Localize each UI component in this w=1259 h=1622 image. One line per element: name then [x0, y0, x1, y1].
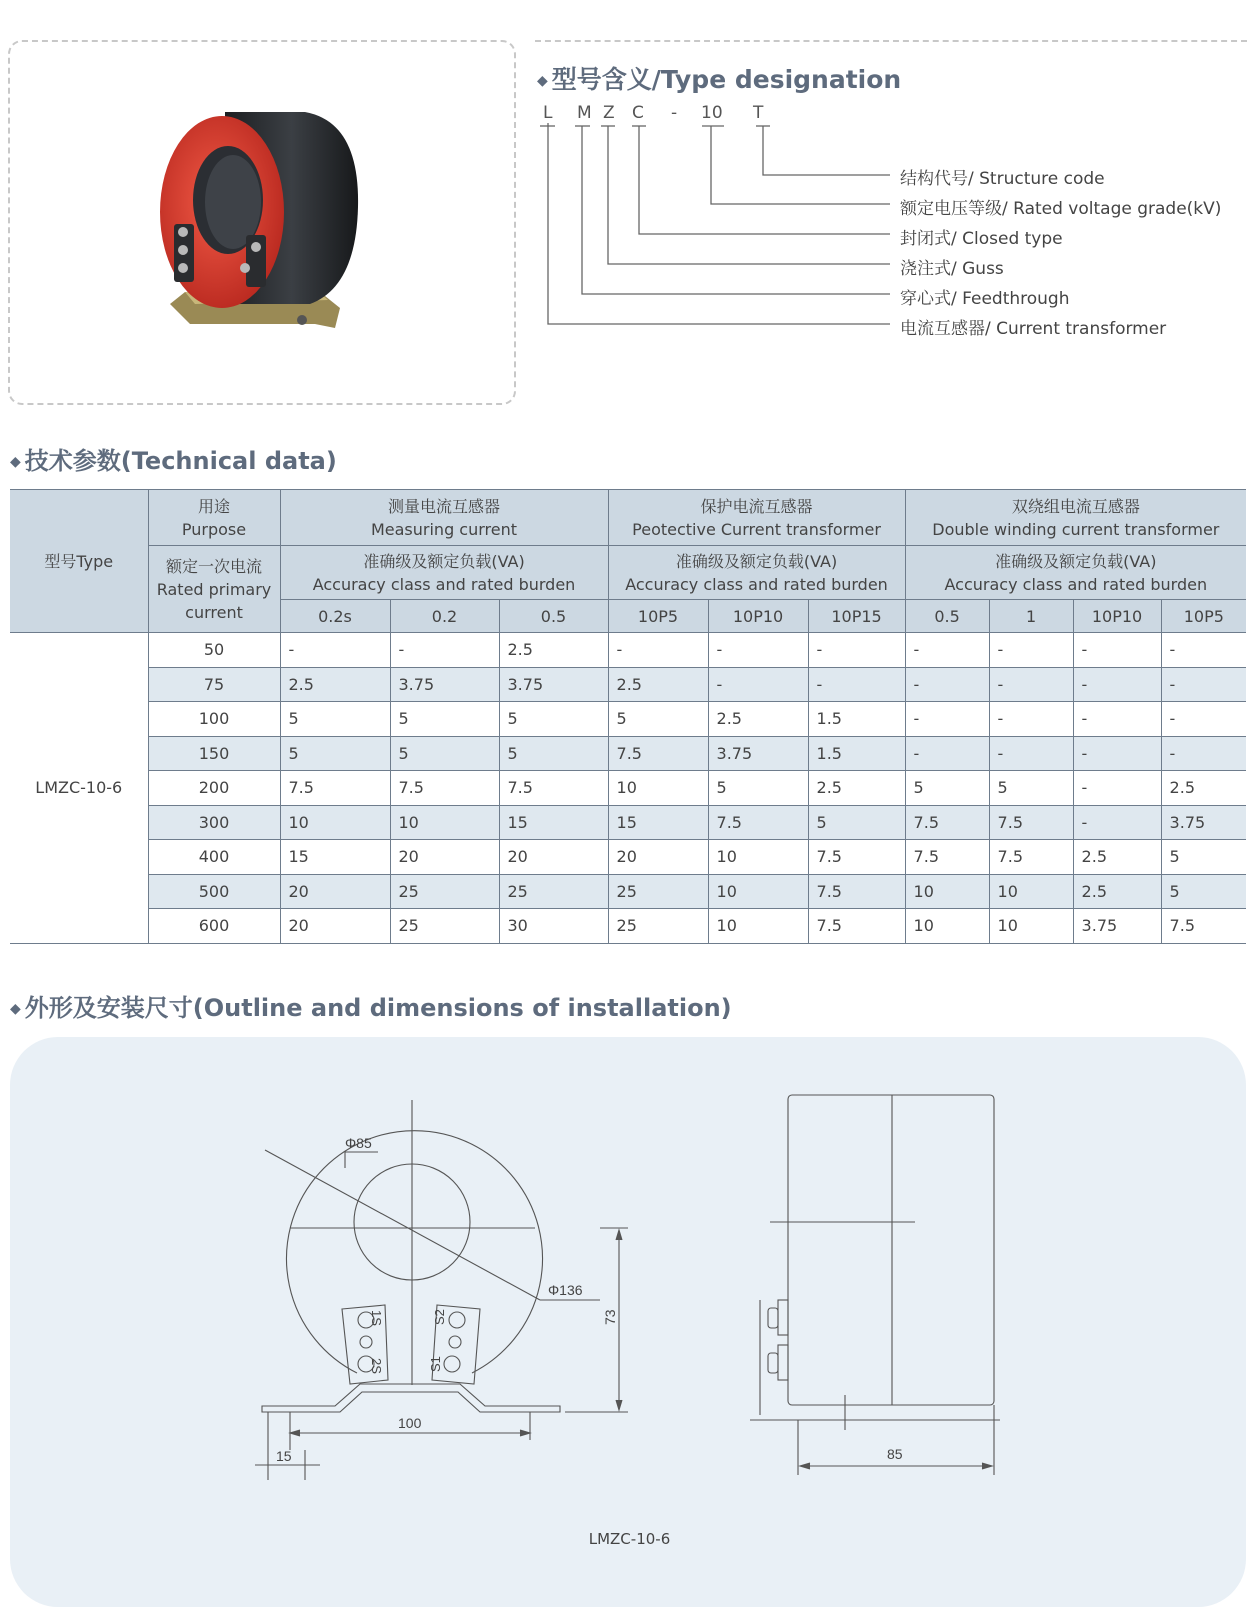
burden-value-cell: 7.5 [390, 771, 499, 806]
accuracy-class-header: 0.5 [905, 600, 989, 633]
burden-value-cell: 10 [708, 874, 808, 909]
burden-value-cell: 5 [708, 771, 808, 806]
burden-value-cell: 2.5 [1073, 874, 1161, 909]
burden-value-cell: - [905, 633, 989, 668]
burden-value-cell: 7.5 [280, 771, 390, 806]
burden-value-cell: 25 [390, 909, 499, 944]
accuracy-class-header: 10P5 [608, 600, 708, 633]
code-letter: - [671, 103, 678, 123]
burden-value-cell: 30 [499, 909, 608, 944]
burden-value-cell: 7.5 [808, 840, 905, 875]
burden-header: 准确级及额定负载(VA) Accuracy class and rated burden [280, 546, 608, 600]
burden-value-cell: 25 [608, 909, 708, 944]
burden-value-cell: - [1073, 805, 1161, 840]
rated-current-cell: 100 [148, 702, 280, 737]
burden-value-cell: 20 [280, 874, 390, 909]
burden-value-cell: 5 [280, 702, 390, 737]
burden-value-cell: 25 [608, 874, 708, 909]
accuracy-class-header: 0.5 [499, 600, 608, 633]
burden-value-cell: - [708, 633, 808, 668]
burden-value-cell: 15 [499, 805, 608, 840]
burden-value-cell: - [808, 633, 905, 668]
burden-value-cell: 10 [708, 840, 808, 875]
burden-value-cell: 10 [608, 771, 708, 806]
burden-value-cell: 1.5 [808, 736, 905, 771]
technical-data-heading: ◆ 技术参数(Technical data) [10, 447, 337, 475]
burden-value-cell: 20 [608, 840, 708, 875]
burden-value-cell: 7.5 [1161, 909, 1246, 944]
outline-heading: ◆ 外形及安装尺寸(Outline and dimensions of installation) [10, 994, 732, 1022]
designation-voltage-grade: 额定电压等级/ Rated voltage grade(kV) [900, 199, 1222, 219]
burden-value-cell: - [989, 736, 1073, 771]
rated-current-cell: 300 [148, 805, 280, 840]
designation-closed-type: 封闭式/ Closed type [900, 229, 1063, 249]
code-letter: Z [603, 103, 615, 123]
terminal-label-2s: 2S [369, 1358, 384, 1374]
burden-value-cell: - [280, 633, 390, 668]
burden-header: 准确级及额定负载(VA) Accuracy class and rated burden [905, 546, 1246, 600]
burden-value-cell: - [905, 702, 989, 737]
rated-current-cell: 75 [148, 667, 280, 702]
burden-value-cell: 3.75 [1161, 805, 1246, 840]
burden-value-cell: 5 [280, 736, 390, 771]
burden-value-cell: 20 [390, 840, 499, 875]
burden-value-cell: - [905, 736, 989, 771]
burden-value-cell: 5 [989, 771, 1073, 806]
dim-label-85: 85 [887, 1446, 903, 1462]
designation-heading: ◆ 型号含义/Type designation [537, 65, 902, 94]
burden-value-cell: 10 [905, 874, 989, 909]
burden-value-cell: 2.5 [280, 667, 390, 702]
burden-value-cell: - [989, 702, 1073, 737]
terminal-label-s2: S2 [432, 1309, 447, 1325]
burden-value-cell: 10 [905, 909, 989, 944]
burden-value-cell: - [808, 667, 905, 702]
measuring-group-header: 测量电流互感器 Measuring current [280, 490, 608, 546]
burden-value-cell: 7.5 [905, 805, 989, 840]
burden-value-cell: 3.75 [390, 667, 499, 702]
burden-value-cell: - [1073, 771, 1161, 806]
burden-value-cell: - [1161, 702, 1246, 737]
accuracy-class-header: 1 [989, 600, 1073, 633]
code-letter: L [543, 103, 553, 123]
burden-value-cell: 10 [708, 909, 808, 944]
burden-value-cell: - [1161, 736, 1246, 771]
drawing-caption: LMZC-10-6 [588, 1530, 671, 1548]
diamond-bullet-icon: ◆ [537, 73, 548, 89]
burden-value-cell: 20 [280, 909, 390, 944]
burden-value-cell: 7.5 [989, 805, 1073, 840]
burden-value-cell: 7.5 [608, 736, 708, 771]
burden-value-cell: - [390, 633, 499, 668]
accuracy-class-header: 0.2 [390, 600, 499, 633]
burden-value-cell: 15 [280, 840, 390, 875]
burden-value-cell: 3.75 [708, 736, 808, 771]
rated-current-header: 额定一次电流 Rated primary current [148, 546, 280, 633]
burden-value-cell: 2.5 [608, 667, 708, 702]
burden-value-cell: 5 [390, 702, 499, 737]
burden-value-cell: 2.5 [708, 702, 808, 737]
accuracy-class-header: 10P10 [708, 600, 808, 633]
diamond-bullet-icon: ◆ [10, 1001, 21, 1017]
burden-value-cell: 5 [390, 736, 499, 771]
burden-value-cell: 2.5 [808, 771, 905, 806]
burden-value-cell: - [1161, 667, 1246, 702]
accuracy-class-header: 10P15 [808, 600, 905, 633]
type-column-header: 型号Type [10, 490, 148, 633]
dim-label-73: 73 [602, 1309, 618, 1325]
burden-value-cell: - [1073, 702, 1161, 737]
type-cell: LMZC-10-6 [10, 633, 148, 944]
burden-value-cell: 7.5 [989, 840, 1073, 875]
purpose-header: 用途 Purpose [148, 490, 280, 546]
burden-value-cell: 5 [808, 805, 905, 840]
burden-value-cell: 7.5 [708, 805, 808, 840]
burden-value-cell: - [989, 633, 1073, 668]
burden-value-cell: 25 [499, 874, 608, 909]
burden-value-cell: 5 [1161, 840, 1246, 875]
accuracy-class-header: 0.2s [280, 600, 390, 633]
burden-value-cell: 2.5 [499, 633, 608, 668]
dim-label-d136: Φ136 [548, 1282, 583, 1298]
burden-value-cell: 1.5 [808, 702, 905, 737]
dim-label-d85: Φ85 [345, 1135, 372, 1151]
burden-value-cell: 5 [499, 702, 608, 737]
burden-header: 准确级及额定负载(VA) Accuracy class and rated burden [608, 546, 905, 600]
code-letter: T [753, 103, 764, 123]
burden-value-cell: 5 [608, 702, 708, 737]
burden-value-cell: 5 [1161, 874, 1246, 909]
burden-value-cell: - [1073, 736, 1161, 771]
burden-value-cell: 3.75 [1073, 909, 1161, 944]
dim-label-100: 100 [398, 1415, 422, 1431]
burden-value-cell: 7.5 [905, 840, 989, 875]
burden-value-cell: - [1073, 667, 1161, 702]
rated-current-cell: 400 [148, 840, 280, 875]
rated-current-cell: 600 [148, 909, 280, 944]
burden-value-cell: 7.5 [808, 874, 905, 909]
double-winding-group-header: 双绕组电流互感器 Double winding current transformer [905, 490, 1246, 546]
burden-value-cell: - [905, 667, 989, 702]
protective-group-header: 保护电流互感器 Peotective Current transformer [608, 490, 905, 546]
code-letter: M [577, 103, 592, 123]
designation-feedthrough: 穿心式/ Feedthrough [900, 289, 1070, 309]
designation-current-transformer: 电流互感器/ Current transformer [900, 319, 1167, 339]
designation-guss: 浇注式/ Guss [900, 259, 1004, 279]
burden-value-cell: 20 [499, 840, 608, 875]
burden-value-cell: 10 [989, 874, 1073, 909]
burden-value-cell: 25 [390, 874, 499, 909]
burden-value-cell: - [608, 633, 708, 668]
code-letter: C [632, 103, 644, 123]
burden-value-cell: 10 [390, 805, 499, 840]
burden-value-cell: - [1073, 633, 1161, 668]
diamond-bullet-icon: ◆ [10, 454, 21, 470]
burden-value-cell: 10 [280, 805, 390, 840]
code-letter: 10 [701, 103, 723, 123]
rated-current-cell: 150 [148, 736, 280, 771]
terminal-label-s1: S1 [428, 1356, 443, 1372]
accuracy-class-header: 10P5 [1161, 600, 1246, 633]
burden-value-cell: 2.5 [1073, 840, 1161, 875]
burden-value-cell: 2.5 [1161, 771, 1246, 806]
rated-current-cell: 500 [148, 874, 280, 909]
burden-value-cell: 10 [989, 909, 1073, 944]
rated-current-cell: 50 [148, 633, 280, 668]
dim-label-15: 15 [276, 1448, 292, 1464]
burden-value-cell: - [989, 667, 1073, 702]
terminal-label-1s: 1S [369, 1310, 384, 1326]
burden-value-cell: - [708, 667, 808, 702]
designation-structure-code: 结构代号/ Structure code [900, 169, 1105, 189]
burden-value-cell: - [1161, 633, 1246, 668]
burden-value-cell: 7.5 [499, 771, 608, 806]
accuracy-class-header: 10P10 [1073, 600, 1161, 633]
burden-value-cell: 15 [608, 805, 708, 840]
burden-value-cell: 5 [905, 771, 989, 806]
burden-value-cell: 7.5 [808, 909, 905, 944]
burden-value-cell: 3.75 [499, 667, 608, 702]
burden-value-cell: 5 [499, 736, 608, 771]
rated-current-cell: 200 [148, 771, 280, 806]
